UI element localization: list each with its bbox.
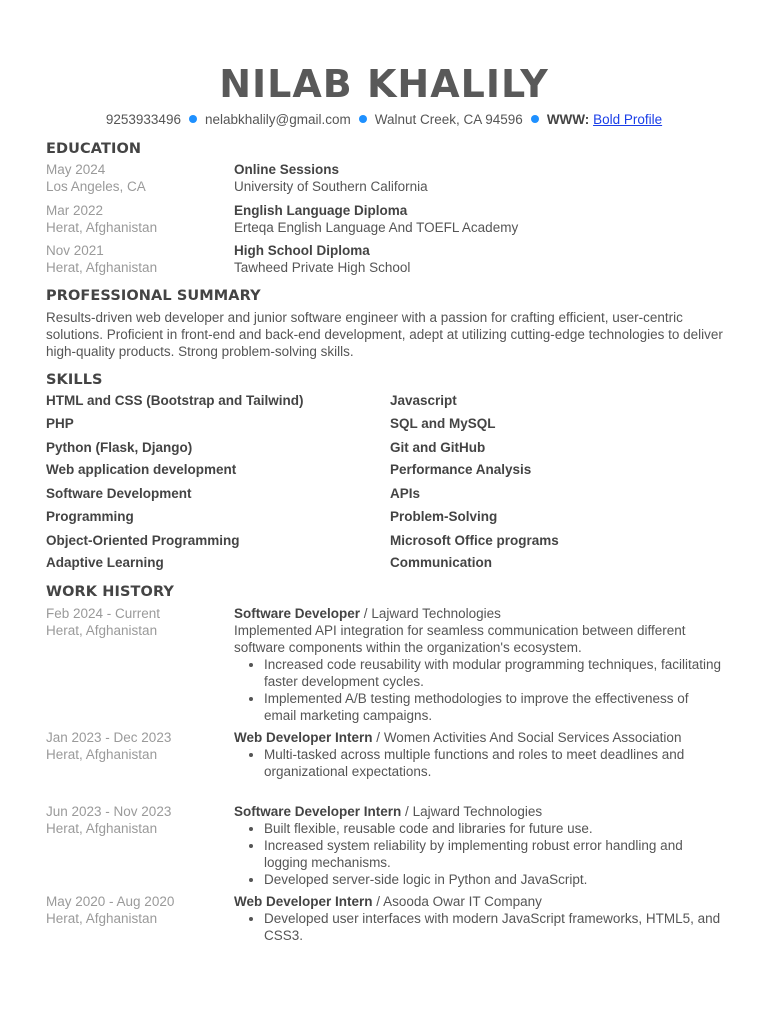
job-place: Herat, Afghanistan — [46, 821, 158, 836]
job-bullet: • Increased system reliability by implementing robust error handling and logging mechanisms. — [264, 837, 724, 871]
job-description: Implemented API integration for seamless communication between different software components within the organization's ecosystem. — [234, 623, 686, 655]
job-bullet: • Developed user interfaces with modern JavaScript frameworks, HTML5, and CSS3. — [264, 910, 724, 944]
bullet-dot-icon — [531, 115, 539, 123]
education-place: Herat, Afghanistan — [46, 260, 158, 275]
skill-item: HTML and CSS (Bootstrap and Tailwind) — [46, 393, 304, 408]
skill-item: PHP — [46, 416, 74, 431]
education-school: University of Southern California — [234, 179, 428, 194]
skill-item: Programming — [46, 509, 134, 524]
job-bullets — [234, 746, 724, 780]
job-dates: May 2020 - Aug 2020 — [46, 894, 175, 909]
summary-heading: PROFESSIONAL SUMMARY — [46, 288, 261, 304]
job-place: Herat, Afghanistan — [46, 623, 158, 638]
phone: 9253933496 — [105, 112, 181, 127]
skill-item: Adaptive Learning — [46, 555, 164, 570]
location: Walnut Creek, CA 94596 — [374, 112, 523, 127]
job-separator: / — [360, 606, 372, 621]
job-place: Herat, Afghanistan — [46, 911, 158, 926]
bullet-dot-icon — [359, 115, 367, 123]
job-bullet: • Implemented A/B testing methodologies to improve the effectiveness of email marketing campaigns. — [264, 690, 724, 724]
job-separator: / — [372, 894, 384, 909]
skill-item: Object-Oriented Programming — [46, 533, 240, 548]
education-date: Nov 2021 — [46, 243, 104, 258]
job-company: Lajward Technologies — [371, 606, 501, 621]
job-bullet: • Built flexible, reusable code and libraries for future use. — [264, 820, 724, 837]
job-title: Software Developer — [234, 606, 361, 621]
job-company: Lajward Technologies — [412, 804, 543, 819]
education-school: Tawheed Private High School — [234, 260, 411, 275]
job-dates: Feb 2024 - Current — [46, 606, 161, 621]
skill-item: Javascript — [390, 393, 457, 408]
job-place: Herat, Afghanistan — [46, 747, 158, 762]
job-title: Software Developer Intern — [234, 804, 402, 819]
www-label: WWW: — [546, 112, 590, 127]
job-separator: / — [401, 804, 413, 819]
job-title: Web Developer Intern — [234, 730, 373, 745]
job-bullets — [234, 656, 724, 724]
education-degree: English Language Diploma — [234, 203, 408, 218]
education-place: Los Angeles, CA — [46, 179, 146, 194]
job-company: Asooda Owar IT Company — [383, 894, 542, 909]
skill-item: Software Development — [46, 486, 192, 501]
skill-item: APIs — [390, 486, 421, 501]
job-dates: Jan 2023 - Dec 2023 — [46, 730, 172, 745]
education-place: Herat, Afghanistan — [46, 220, 158, 235]
skill-item: Microsoft Office programs — [390, 533, 559, 548]
skills-heading: SKILLS — [46, 372, 103, 388]
job-bullets — [234, 820, 724, 888]
contact-line — [0, 112, 768, 127]
skill-item: Git and GitHub — [390, 440, 486, 455]
bullet-dot-icon — [189, 115, 197, 123]
work-heading: WORK HISTORY — [46, 584, 175, 600]
candidate-name: NILAB KHALILY — [219, 62, 549, 106]
job-dates: Jun 2023 - Nov 2023 — [46, 804, 172, 819]
job-bullet: • Increased code reusability with modular programming techniques, facilitating faster development cycles. — [264, 656, 724, 690]
skill-item: Python (Flask, Django) — [46, 440, 193, 455]
skill-item: Problem-Solving — [390, 509, 498, 524]
skill-item: Communication — [390, 555, 493, 570]
job-bullet: • Developed server-side logic in Python and JavaScript. — [264, 871, 724, 888]
job-bullet: • Multi-tasked across multiple functions and roles to meet deadlines and organizational expectations. — [264, 746, 724, 780]
job-title: Web Developer Intern — [234, 894, 373, 909]
job-separator: / — [372, 730, 384, 745]
skill-item: SQL and MySQL — [390, 416, 496, 431]
education-degree: High School Diploma — [234, 243, 370, 258]
education-degree: Online Sessions — [234, 162, 340, 177]
education-date: Mar 2022 — [46, 203, 104, 218]
skill-item: Web application development — [46, 462, 237, 477]
education-heading: EDUCATION — [46, 141, 142, 157]
job-company: Women Activities And Social Services Association — [383, 730, 682, 745]
email: nelabkhalily@gmail.com — [204, 112, 351, 127]
skill-item: Performance Analysis — [390, 462, 532, 477]
job-bullets — [234, 910, 724, 944]
education-date: May 2024 — [46, 162, 106, 177]
profile-link[interactable]: Bold Profile — [593, 112, 663, 127]
education-school: Erteqa English Language And TOEFL Academy — [234, 220, 519, 235]
summary-text: Results-driven web developer and junior software engineer with a passion for crafting efficient, user-centric solutions. Proficient in front-end and back-end development, adept at utilizing cutting-edge technologies to deliver high-quality products. Strong problem-solving skills. — [46, 310, 723, 359]
